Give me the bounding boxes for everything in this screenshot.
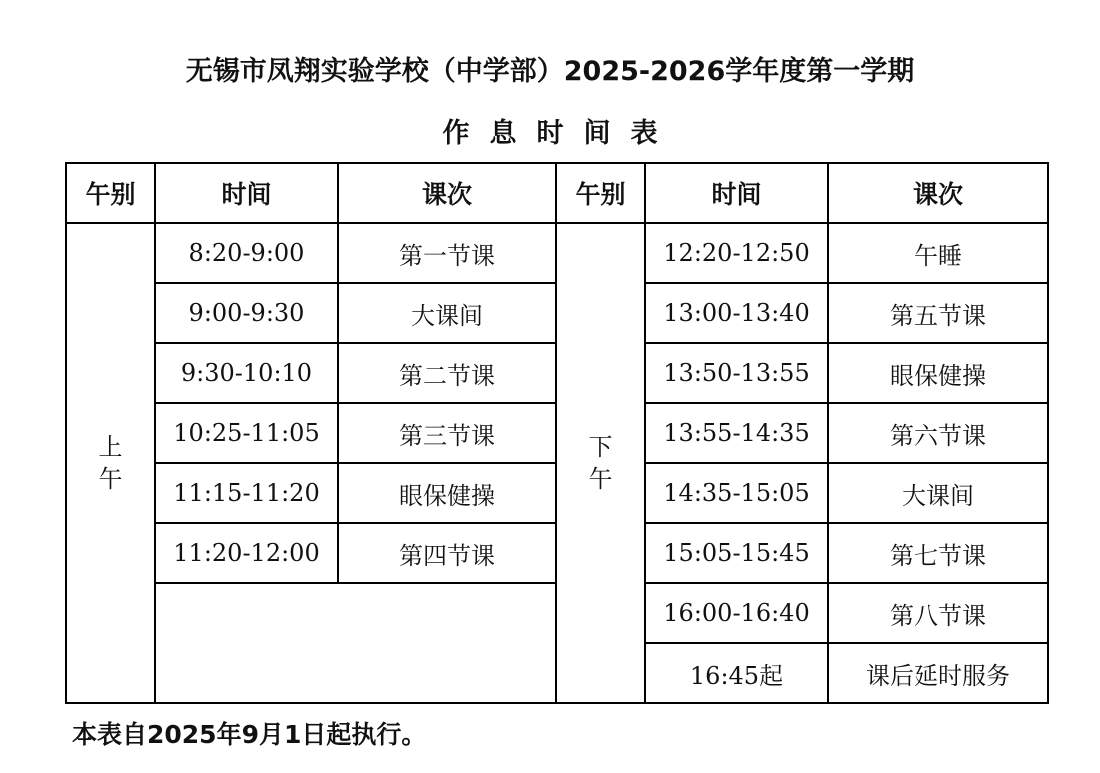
header-lesson-morning: 课次	[338, 163, 556, 223]
afternoon-lesson: 大课间	[828, 463, 1048, 523]
afternoon-label-line1: 下	[588, 433, 613, 461]
morning-lesson: 第一节课	[338, 223, 556, 283]
morning-label-line2: 午	[98, 465, 123, 493]
afternoon-lesson: 第五节课	[828, 283, 1048, 343]
afternoon-label-line2: 午	[588, 465, 613, 493]
morning-label	[66, 223, 155, 703]
afternoon-time: 13:55-14:35	[645, 403, 828, 463]
afternoon-lesson: 第七节课	[828, 523, 1048, 583]
afternoon-time: 13:00-13:40	[645, 283, 828, 343]
morning-lesson: 第三节课	[338, 403, 556, 463]
afternoon-time: 16:45起	[645, 643, 828, 703]
afternoon-lesson: 眼保健操	[828, 343, 1048, 403]
morning-time: 11:20-12:00	[155, 523, 338, 583]
header-time-morning: 时间	[155, 163, 338, 223]
morning-lesson: 大课间	[338, 283, 556, 343]
header-row	[66, 163, 1048, 223]
afternoon-time: 12:20-12:50	[645, 223, 828, 283]
afternoon-time: 15:05-15:45	[645, 523, 828, 583]
afternoon-lesson: 课后延时服务	[828, 643, 1048, 703]
morning-time: 9:30-10:10	[155, 343, 338, 403]
header-period-morning: 午别	[66, 163, 155, 223]
header-time-afternoon: 时间	[645, 163, 828, 223]
morning-time: 11:15-11:20	[155, 463, 338, 523]
morning-lesson: 眼保健操	[338, 463, 556, 523]
schedule-table	[65, 162, 1049, 704]
afternoon-lesson: 午睡	[828, 223, 1048, 283]
afternoon-lesson: 第六节课	[828, 403, 1048, 463]
morning-lesson: 第四节课	[338, 523, 556, 583]
afternoon-time: 14:35-15:05	[645, 463, 828, 523]
morning-time: 9:00-9:30	[155, 283, 338, 343]
header-period-afternoon: 午别	[556, 163, 645, 223]
afternoon-lesson: 第八节课	[828, 583, 1048, 643]
document-subtitle: 作息时间表	[442, 118, 678, 149]
effective-date-note: 本表自2025年9月1日起执行。	[72, 720, 427, 749]
morning-time: 10:25-11:05	[155, 403, 338, 463]
morning-time: 8:20-9:00	[155, 223, 338, 283]
header-lesson-afternoon: 课次	[828, 163, 1048, 223]
morning-empty-cell	[155, 583, 556, 703]
afternoon-time: 13:50-13:55	[645, 343, 828, 403]
afternoon-label	[556, 223, 645, 703]
document-title: 无锡市凤翔实验学校（中学部）2025-2026学年度第一学期	[185, 56, 915, 87]
afternoon-time: 16:00-16:40	[645, 583, 828, 643]
table-row	[66, 223, 1048, 283]
morning-lesson: 第二节课	[338, 343, 556, 403]
morning-label-line1: 上	[98, 433, 123, 461]
